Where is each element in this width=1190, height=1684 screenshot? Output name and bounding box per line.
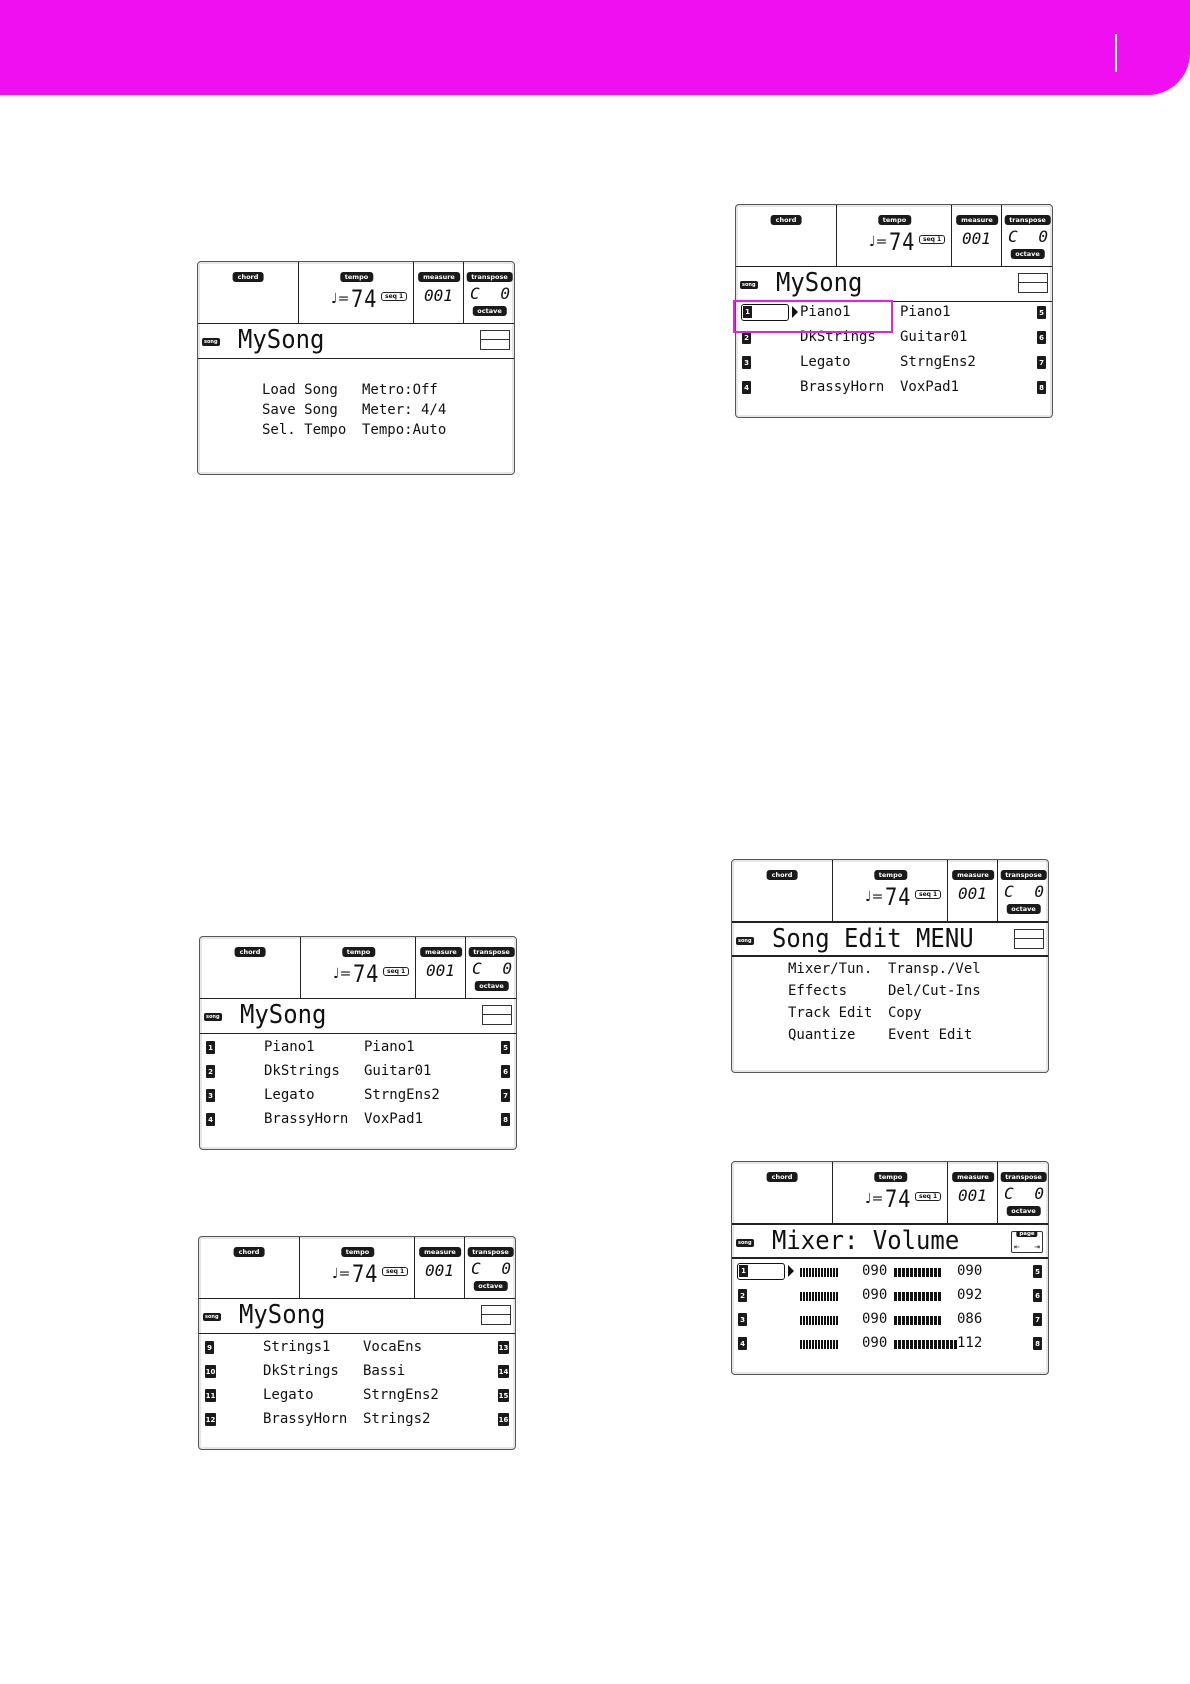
track-name[interactable]: Bassi	[363, 1363, 406, 1379]
volume-meter[interactable]	[800, 1268, 838, 1277]
track-number: 7	[501, 1089, 510, 1102]
quarter-note-icon: ♩=	[865, 1191, 884, 1207]
track-number: 14	[498, 1365, 509, 1378]
volume-meter[interactable]	[894, 1340, 957, 1349]
tempo-value: 74	[885, 1185, 912, 1213]
quarter-note-icon: ♩=	[332, 1266, 351, 1282]
track-row[interactable]	[199, 1361, 515, 1383]
track-name[interactable]: StrngEns2	[900, 354, 976, 370]
track-number: 12	[205, 1413, 216, 1426]
seq-tag: seq 1	[915, 1192, 941, 1201]
page-title: MySong	[239, 1300, 326, 1330]
tempo-label: tempo	[342, 947, 375, 957]
track-number: 4	[742, 381, 751, 394]
track-name[interactable]: Legato	[800, 354, 851, 370]
menu-item-save-song[interactable]: Save Song	[262, 402, 338, 418]
track-name[interactable]: Strings1	[263, 1339, 331, 1355]
volume-meter[interactable]	[800, 1340, 838, 1349]
mixer-channel-row[interactable]	[732, 1309, 1048, 1331]
page-label: page	[1016, 1231, 1037, 1237]
tempo-cell	[836, 205, 952, 266]
volume-meter[interactable]	[894, 1316, 941, 1325]
menu-item-meter[interactable]: Meter: 4/4	[362, 402, 447, 418]
volume-meter[interactable]	[894, 1292, 941, 1301]
track-row[interactable]	[200, 1085, 516, 1107]
transpose-value: C 0	[1004, 882, 1044, 901]
page-title: Song Edit MENU	[772, 924, 974, 954]
measure-cell	[414, 1237, 465, 1298]
scroll-box-icon	[480, 330, 510, 350]
transpose-label: transpose	[1000, 1172, 1047, 1182]
track-name[interactable]: Guitar01	[364, 1063, 432, 1079]
transpose-label: transpose	[467, 1247, 514, 1257]
measure-label: measure	[952, 870, 994, 880]
lcd-status-row	[732, 1162, 1048, 1223]
track-row[interactable]	[200, 1037, 516, 1059]
menu-item-quantize[interactable]: Quantize	[788, 1027, 856, 1043]
chord-cell	[732, 1162, 832, 1223]
track-number: 9	[205, 1341, 214, 1354]
song-mode-tag: song	[206, 1014, 220, 1020]
page-title: MySong	[238, 325, 325, 355]
measure-value: 001	[426, 961, 455, 980]
chord-cell	[736, 205, 836, 266]
lcd-body	[198, 359, 514, 474]
octave-label: octave	[474, 981, 508, 991]
track-name[interactable]: DkStrings	[800, 329, 876, 345]
tempo-cell	[300, 937, 416, 998]
track-number: 16	[498, 1413, 509, 1426]
track-row[interactable]	[736, 352, 1052, 374]
tempo-value: 74	[351, 285, 378, 313]
quarter-note-icon: ♩=	[869, 234, 888, 250]
scroll-box-icon	[1014, 929, 1044, 949]
transpose-cell	[463, 262, 515, 323]
tempo-label: tempo	[874, 1172, 907, 1182]
mixer-channel-row[interactable]	[732, 1261, 1048, 1283]
menu-item-transp-vel[interactable]: Transp./Vel	[888, 961, 981, 977]
octave-label: octave	[1010, 249, 1044, 259]
lcd-status-row	[736, 205, 1052, 266]
volume-value: 086	[957, 1311, 983, 1327]
song-mode-tag: song	[738, 938, 752, 944]
track-name[interactable]: Piano1	[900, 304, 951, 320]
menu-item-event-edit[interactable]: Event Edit	[888, 1027, 973, 1043]
volume-value: 090	[862, 1335, 888, 1351]
banner-tick	[1115, 34, 1117, 72]
lcd-status-row	[732, 860, 1048, 921]
octave-label: octave	[472, 306, 506, 316]
tempo-label: tempo	[341, 1247, 374, 1257]
measure-value: 001	[958, 884, 987, 903]
measure-value: 001	[962, 229, 991, 248]
quarter-note-icon: ♩=	[865, 889, 884, 905]
track-number: 4	[206, 1113, 215, 1126]
title-bar	[736, 266, 1052, 302]
menu-grid	[788, 961, 988, 1043]
chord-label: chord	[235, 947, 266, 957]
page-switch[interactable]	[1011, 1231, 1043, 1253]
transpose-cell	[464, 1237, 516, 1298]
lcd-tracks-9-16	[198, 1236, 516, 1450]
menu-item-sel-tempo[interactable]: Sel. Tempo	[262, 422, 347, 438]
track-name[interactable]: Legato	[264, 1087, 315, 1103]
track-name[interactable]: VoxPad1	[364, 1111, 424, 1127]
lcd-body	[199, 1334, 515, 1449]
lcd-status-row	[200, 937, 516, 998]
track-number: 2	[206, 1065, 215, 1078]
page-arrows-icon: ⇤ ⇥	[1014, 1243, 1040, 1251]
scroll-box-icon	[482, 1005, 512, 1025]
track-number: 13	[498, 1341, 509, 1354]
chord-label: chord	[767, 870, 798, 880]
page-title: MySong	[776, 268, 863, 298]
track-number-1: 1	[743, 306, 752, 318]
volume-value: 112	[957, 1335, 983, 1351]
menu-grid	[262, 382, 462, 438]
measure-cell	[413, 262, 464, 323]
track-name[interactable]: VoxPad1	[900, 379, 960, 395]
volume-meter[interactable]	[894, 1268, 941, 1277]
track-number: 10	[205, 1365, 216, 1378]
lcd-status-row	[198, 262, 514, 323]
track-number: 6	[501, 1065, 510, 1078]
track-name[interactable]: BrassyHorn	[264, 1111, 349, 1127]
track-row[interactable]	[200, 1061, 516, 1083]
transpose-cell	[997, 1162, 1049, 1223]
seq-tag: seq 1	[381, 292, 407, 301]
lcd-status-row	[199, 1237, 515, 1298]
measure-label: measure	[952, 1172, 994, 1182]
transpose-label: transpose	[468, 947, 515, 957]
transpose-label: transpose	[1000, 870, 1047, 880]
track-number: 3	[742, 356, 751, 369]
seq-tag: seq 1	[382, 1267, 408, 1276]
title-bar	[199, 1298, 515, 1334]
mixer-channel-row[interactable]	[732, 1285, 1048, 1307]
track-name[interactable]: BrassyHorn	[263, 1411, 348, 1427]
measure-cell	[947, 860, 998, 921]
menu-item-tempo[interactable]: Tempo:Auto	[362, 422, 447, 438]
chord-label: chord	[771, 215, 802, 225]
track-number: 3	[206, 1089, 215, 1102]
track-number: 11	[205, 1389, 216, 1402]
volume-value: 090	[957, 1263, 983, 1279]
track-name[interactable]: StrngEns2	[363, 1387, 439, 1403]
measure-value: 001	[424, 286, 453, 305]
title-bar	[732, 1223, 1048, 1259]
track-name[interactable]: StrngEns2	[364, 1087, 440, 1103]
track-name[interactable]: Legato	[263, 1387, 314, 1403]
volume-value: 092	[957, 1287, 983, 1303]
menu-item-effects[interactable]: Effects	[788, 983, 848, 999]
track-number: 6	[1037, 331, 1046, 344]
transpose-cell	[1001, 205, 1053, 266]
transpose-value: C 0	[470, 284, 510, 303]
channel-number: 6	[1033, 1289, 1042, 1302]
chapter-banner	[0, 0, 1190, 95]
mixer-channel-row[interactable]	[732, 1333, 1048, 1355]
transpose-value: C 0	[1008, 227, 1048, 246]
track-number: 2	[742, 331, 751, 344]
octave-label: octave	[1006, 904, 1040, 914]
chord-cell	[198, 262, 298, 323]
chord-label: chord	[233, 272, 264, 282]
menu-item-load-song[interactable]: Load Song	[262, 382, 338, 398]
track-name[interactable]: DkStrings	[263, 1363, 339, 1379]
tempo-label: tempo	[340, 272, 373, 282]
tempo-label: tempo	[878, 215, 911, 225]
title-bar	[200, 998, 516, 1034]
seq-tag: seq 1	[919, 235, 945, 244]
tempo-cell	[832, 860, 948, 921]
track-row[interactable]	[199, 1337, 515, 1359]
song-mode-tag: song	[742, 282, 756, 288]
measure-cell	[415, 937, 466, 998]
chord-label: chord	[234, 1247, 265, 1257]
volume-meter[interactable]	[800, 1292, 838, 1301]
title-bar	[732, 921, 1048, 957]
volume-value: 090	[862, 1287, 888, 1303]
transpose-cell	[997, 860, 1049, 921]
track-row[interactable]	[200, 1109, 516, 1131]
page-title: Mixer: Volume	[772, 1226, 960, 1256]
tempo-value: 74	[353, 960, 380, 988]
track-row[interactable]	[736, 377, 1052, 399]
transpose-label: transpose	[466, 272, 513, 282]
chord-cell	[200, 937, 300, 998]
track-number: 1	[206, 1041, 215, 1054]
page-title: MySong	[240, 1000, 327, 1030]
octave-label: octave	[473, 1281, 507, 1291]
song-mode-tag: song	[204, 339, 218, 345]
measure-cell	[951, 205, 1002, 266]
selection-highlight	[733, 300, 893, 333]
tempo-value: 74	[885, 883, 912, 911]
measure-value: 001	[958, 1186, 987, 1205]
tempo-label: tempo	[874, 870, 907, 880]
chord-label: chord	[767, 1172, 798, 1182]
track-number: 7	[1037, 356, 1046, 369]
volume-value: 090	[862, 1311, 888, 1327]
transpose-value: C 0	[1004, 1184, 1044, 1203]
selection-arrow-icon	[788, 1265, 794, 1277]
track-number: 15	[498, 1389, 509, 1402]
tempo-value: 74	[889, 228, 916, 256]
track-name[interactable]: Piano1	[264, 1039, 315, 1055]
channel-number: 2	[738, 1289, 747, 1302]
seq-tag: seq 1	[915, 890, 941, 899]
channel-number: 5	[1033, 1265, 1042, 1278]
track-number: 8	[1037, 381, 1046, 394]
track-name[interactable]: VocaEns	[363, 1339, 423, 1355]
measure-label: measure	[419, 1247, 461, 1257]
channel-number: 8	[1033, 1337, 1042, 1350]
transpose-label: transpose	[1004, 215, 1051, 225]
scroll-box-icon	[481, 1305, 511, 1325]
menu-item-del-cut-ins[interactable]: Del/Cut-Ins	[888, 983, 981, 999]
lcd-song-edit-menu	[731, 859, 1049, 1073]
measure-cell	[947, 1162, 998, 1223]
track-name[interactable]: DkStrings	[264, 1063, 340, 1079]
track-row[interactable]	[199, 1409, 515, 1431]
volume-meter[interactable]	[800, 1316, 838, 1325]
menu-item-copy[interactable]: Copy	[888, 1005, 922, 1021]
seq-tag: seq 1	[383, 967, 409, 976]
transpose-value: C 0	[472, 959, 512, 978]
scroll-box-icon	[1018, 273, 1048, 293]
menu-item-metro[interactable]: Metro:Off	[362, 382, 438, 398]
tempo-value: 74	[352, 1260, 379, 1288]
quarter-note-icon: ♩=	[333, 966, 352, 982]
channel-number: 4	[738, 1337, 747, 1350]
tempo-cell	[299, 1237, 415, 1298]
lcd-body	[732, 1259, 1048, 1374]
lcd-body	[200, 1034, 516, 1149]
song-mode-tag: song	[205, 1314, 219, 1320]
track-number: 5	[501, 1041, 510, 1054]
channel-number: 3	[738, 1313, 747, 1326]
track-row[interactable]	[199, 1385, 515, 1407]
transpose-cell	[465, 937, 517, 998]
measure-label: measure	[418, 272, 460, 282]
lcd-mixer-volume	[731, 1161, 1049, 1375]
transpose-value: C 0	[471, 1259, 511, 1278]
track-number: 5	[1037, 306, 1046, 319]
chord-cell	[732, 860, 832, 921]
track-name[interactable]: Piano1	[364, 1039, 415, 1055]
track-name[interactable]: BrassyHorn	[800, 379, 885, 395]
menu-item-track-edit[interactable]: Track Edit	[788, 1005, 873, 1021]
volume-value: 090	[862, 1263, 888, 1279]
track-number: 8	[501, 1113, 510, 1126]
tempo-cell	[832, 1162, 948, 1223]
tempo-cell	[298, 262, 414, 323]
channel-number: 1	[739, 1265, 748, 1277]
track-name[interactable]: Strings2	[363, 1411, 431, 1427]
channel-selector[interactable]	[737, 1263, 785, 1280]
quarter-note-icon: ♩=	[331, 291, 350, 307]
lcd-tracks-1-8	[199, 936, 517, 1150]
measure-label: measure	[956, 215, 998, 225]
menu-item-mixer-tun[interactable]: Mixer/Tun.	[788, 961, 873, 977]
lcd-body	[732, 957, 1048, 1072]
song-mode-tag: song	[738, 1240, 752, 1246]
title-bar	[198, 323, 514, 359]
lcd-song-main	[197, 261, 515, 475]
track-name[interactable]: Guitar01	[900, 329, 968, 345]
chord-cell	[199, 1237, 299, 1298]
track-name[interactable]: Piano1	[800, 304, 851, 320]
channel-number: 7	[1033, 1313, 1042, 1326]
measure-label: measure	[420, 947, 462, 957]
measure-value: 001	[425, 1261, 454, 1280]
octave-label: octave	[1006, 1206, 1040, 1216]
